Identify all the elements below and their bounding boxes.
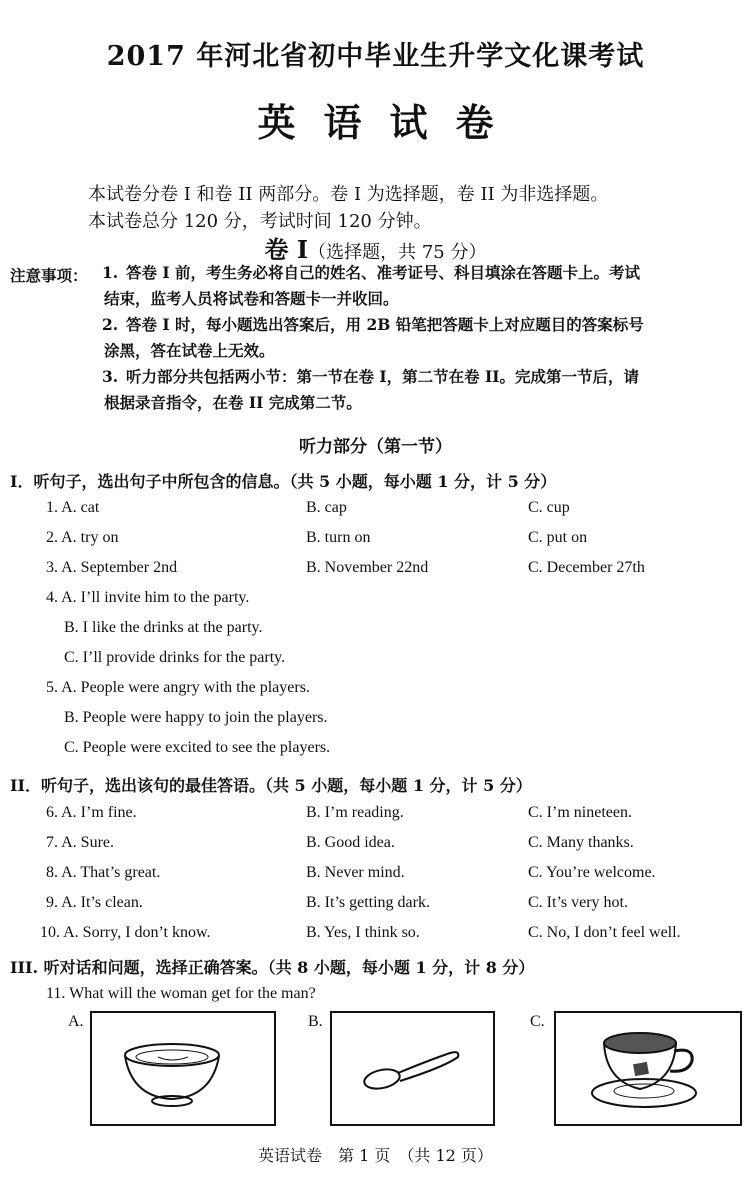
q3-option-c: C. December 27th: [528, 559, 645, 576]
q11-label-a: A.: [68, 1013, 84, 1030]
listening-heading: 听力部分（第一节）: [299, 437, 452, 457]
q2-option-b: B. turn on: [306, 529, 371, 546]
volume-1-title-small: （选择题，共 75 分）: [308, 242, 487, 263]
notes-label: 注意事项：: [10, 266, 88, 285]
q11-picture-a: [90, 1011, 276, 1126]
q4-option-b: B. I like the drinks at the party.: [64, 619, 263, 636]
note-text: 听力部分共包括两小节：第一节在卷 I，第二节在卷 II。完成第一节后，请: [126, 367, 640, 386]
q2-option-a: 2. A. try on: [46, 529, 119, 546]
note-item-2: [104, 312, 744, 364]
section-3-title: III. 听对话和问题，选择正确答案。（共 8 小题，每小题 1 分，计 8 分）: [10, 958, 535, 977]
bowl-icon: [92, 1013, 274, 1124]
q10-option-b: B. Yes, I think so.: [306, 924, 420, 941]
q9-option-b: B. It’s getting dark.: [306, 894, 430, 911]
q8-option-b: B. Never mind.: [306, 864, 405, 881]
q10-option-a: 10. A. Sorry, I don’t know.: [40, 924, 211, 941]
volume-1-title-big: 卷 I: [264, 235, 309, 264]
q1-option-b: B. cap: [306, 499, 347, 516]
teacup-icon: [556, 1013, 740, 1124]
note-number: 2.: [102, 315, 119, 334]
q11-picture-c: [554, 1011, 742, 1126]
section-2-title: II．听句子，选出该句的最佳答语。（共 5 小题，每小题 1 分，计 5 分）: [10, 776, 532, 795]
q6-option-c: C. I’m nineteen.: [528, 804, 632, 821]
q5-option-a: 5. A. People were angry with the players.: [46, 679, 310, 696]
q11-picture-b: [330, 1011, 495, 1126]
q1-option-c: C. cup: [528, 499, 570, 516]
note-number: 1.: [102, 263, 119, 282]
q2-option-c: C. put on: [528, 529, 588, 546]
q11-label-c: C.: [530, 1013, 545, 1030]
q3-option-b: B. November 22nd: [306, 559, 429, 576]
q10-option-c: C. No, I don’t feel well.: [528, 924, 681, 941]
subject-title: 英语试卷: [257, 100, 522, 145]
q7-option-b: B. Good idea.: [306, 834, 395, 851]
q5-option-b: B. People were happy to join the players.: [64, 709, 328, 726]
intro-line-1: 本试卷分卷 I 和卷 II 两部分。卷 I 为选择题，卷 II 为非选择题。: [88, 184, 609, 205]
intro-line-2: 本试卷总分 120 分，考试时间 120 分钟。: [88, 211, 432, 232]
q11-question: 11. What will the woman get for the man?: [46, 985, 316, 1002]
q3-option-a: 3. A. September 2nd: [46, 559, 178, 576]
note-continuation: 涂黑，答在试卷上无效。: [104, 341, 275, 360]
note-item-1: [104, 260, 744, 312]
spoon-icon: [332, 1013, 493, 1124]
q4-option-c: C. I’ll provide drinks for the party.: [64, 649, 286, 666]
note-continuation: 根据录音指令，在卷 II 完成第二节。: [104, 393, 362, 412]
q8-option-c: C. You’re welcome.: [528, 864, 656, 881]
q7-option-c: C. Many thanks.: [528, 834, 634, 851]
note-text: 答卷 I 时，每小题选出答案后，用 2B 铅笔把答题卡上对应题目的答案标号: [126, 315, 644, 334]
q7-option-a: 7. A. Sure.: [46, 834, 114, 851]
q1-option-a: 1. A. cat: [46, 499, 100, 516]
section-1-title: I．听句子，选出句子中所包含的信息。（共 5 小题，每小题 1 分，计 5 分）: [10, 472, 557, 491]
q5-option-c: C. People were excited to see the players.: [64, 739, 331, 756]
note-text: 答卷 I 前，考生务必将自己的姓名、准考证号、科目填涂在答题卡上。考试: [126, 263, 641, 282]
page-footer: 英语试卷 第 1 页 （共 12 页）: [258, 1146, 493, 1165]
note-item-3: [104, 364, 744, 416]
q6-option-b: B. I’m reading.: [306, 804, 404, 821]
note-continuation: 结束，监考人员将试卷和答题卡一并收回。: [104, 289, 399, 308]
q4-option-a: 4. A. I’ll invite him to the party.: [46, 589, 250, 606]
q6-option-a: 6. A. I’m fine.: [46, 804, 137, 821]
q11-label-b: B.: [308, 1013, 323, 1030]
q9-option-c: C. It’s very hot.: [528, 894, 628, 911]
q8-option-a: 8. A. That’s great.: [46, 864, 161, 881]
exam-title: 2017 年河北省初中毕业生升学文化课考试: [106, 41, 645, 72]
q9-option-a: 9. A. It’s clean.: [46, 894, 143, 911]
note-number: 3.: [102, 367, 119, 386]
